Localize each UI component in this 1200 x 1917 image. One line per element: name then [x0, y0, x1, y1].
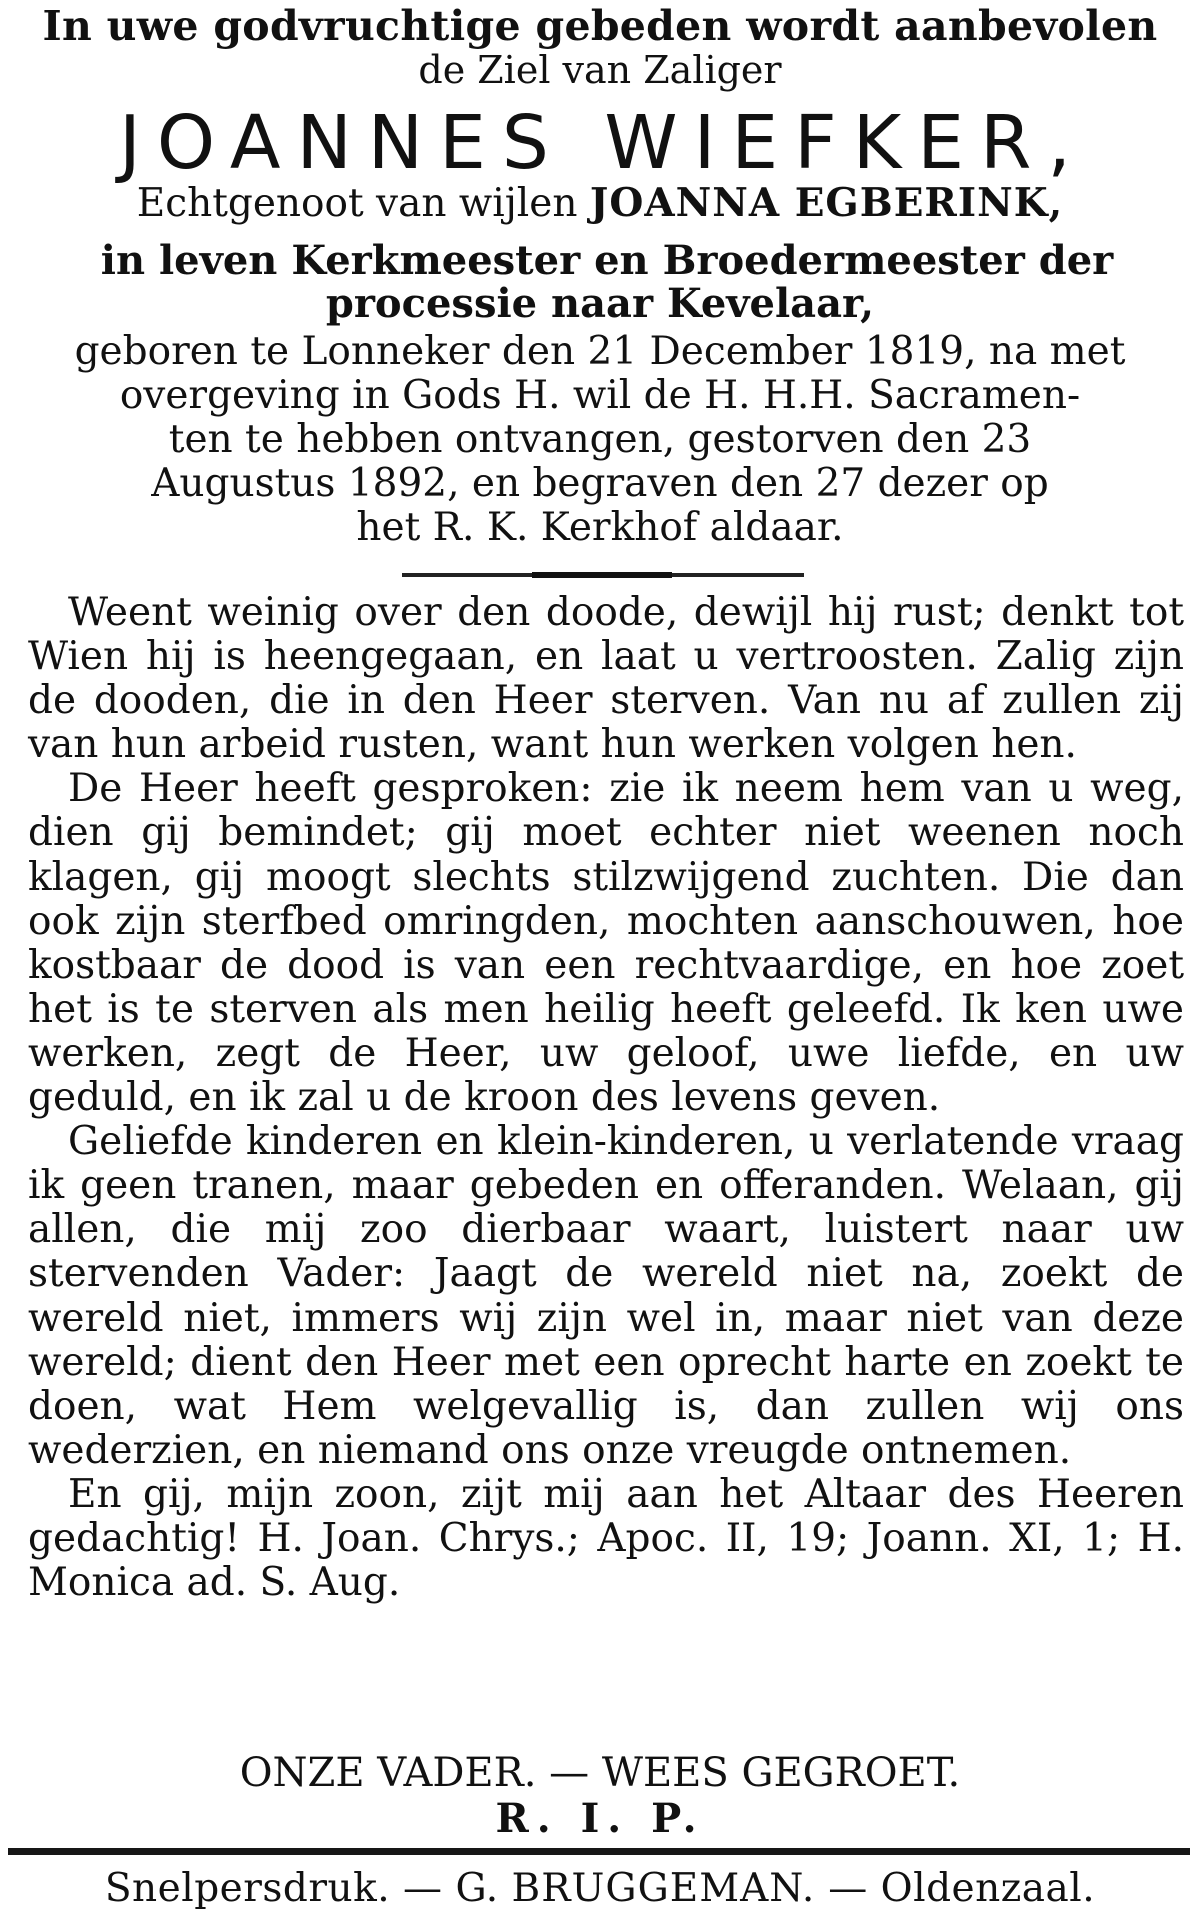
biography-line: ten te hebben ontvangen, gestorven den 23 [168, 417, 1032, 462]
consolation-paragraph: Geliefde kinderen en klein-kinderen, u verlatende vraag ik geen tranen, maar gebeden en offeranden. Welaan, gij allen, die mij zoo dierbaar waart, luistert naar uw stervenden Vader: Jaagt de wereld niet na, zoekt de wereld niet, immers wij zijn wel in, maar niet van deze wereld; dient den Heer met een oprecht harte en zoekt te doen, wat Hem welgevallig is, dan zullen wij ons wederzien, en niemand ons onze vreugde ontnemen. [28, 1119, 1184, 1473]
consolation-paragraph: Weent weinig over den doode, dewijl hij rust; denkt tot Wien hij is heengegaan, en laat u vertroosten. Zalig zijn de dooden, die in den Heer sterven. Van nu af zullen zij van hun arbeid rusten, want hun werken volgen hen. [28, 590, 1184, 768]
consolation-paragraph: En gij, mijn zoon, zijt mij aan het Altaar des Heeren gedachtig! H. Joan. Chrys.; Apoc. II, 19; Joann. XI, 1; H. Monica ad. S. Aug. [28, 1471, 1184, 1606]
printer-imprint-end: — Oldenzaal. [828, 1866, 1096, 1911]
recommendation-heading: In uwe godvruchtige gebeden wordt aanbevolen [42, 2, 1158, 50]
biography-line: geboren te Lonneker den 21 December 1819, na met [74, 329, 1126, 374]
deceased-name: JOANNES WIEFKER, [119, 100, 1087, 186]
biography-line: overgeving in Gods H. wil de H. H.H. Sacramen- [119, 373, 1081, 418]
bottom-rule [8, 1848, 1190, 1855]
printer-imprint [0, 1866, 1200, 1911]
consolation-paragraph: De Heer heeft gesproken: zie ik neem hem van u weg, dien gij bemindet; gij moet echter niet weenen noch klagen, gij moogt slechts stilzwijgend zuchten. Die dan ook zijn sterfbed omringden, mochten aanschouwen, hoe kostbaar de dood is van een rechtvaardige, en hoe zoet het is te sterven als men heilig heeft geleefd. Ik ken uwe werken, zegt de Heer, uw geloof, uwe liefde, en uw geduld, en ik zal u de kroon des levens geven. [28, 766, 1184, 1121]
spouse-name: JOANNA EGBERINK, [589, 180, 1064, 226]
printer-imprint-start: Snelpersdruk. — G. [104, 1866, 499, 1911]
office-line-1: in leven Kerkmeester en Broedermeester der [100, 237, 1114, 284]
section-divider [402, 573, 804, 577]
prayers-line: ONZE VADER. — WEES GEGROET. [239, 1750, 961, 1796]
office-line-2: processie naar Kevelaar, [325, 280, 875, 327]
spouse-prefix: Echtgenoot van wijlen [136, 181, 578, 226]
biography-line: Augustus 1892, en begraven den 27 dezer op [151, 461, 1049, 506]
rip-line: R. I. P. [495, 1795, 705, 1842]
biography-line: het R. K. Kerkhof aldaar. [356, 505, 844, 550]
spouse-line [0, 180, 1200, 226]
printer-name: BRUGGEMAN. [511, 1866, 816, 1911]
soul-of-deceased-subtitle: de Ziel van Zaliger [418, 48, 782, 92]
consolation-text [28, 591, 1184, 1605]
